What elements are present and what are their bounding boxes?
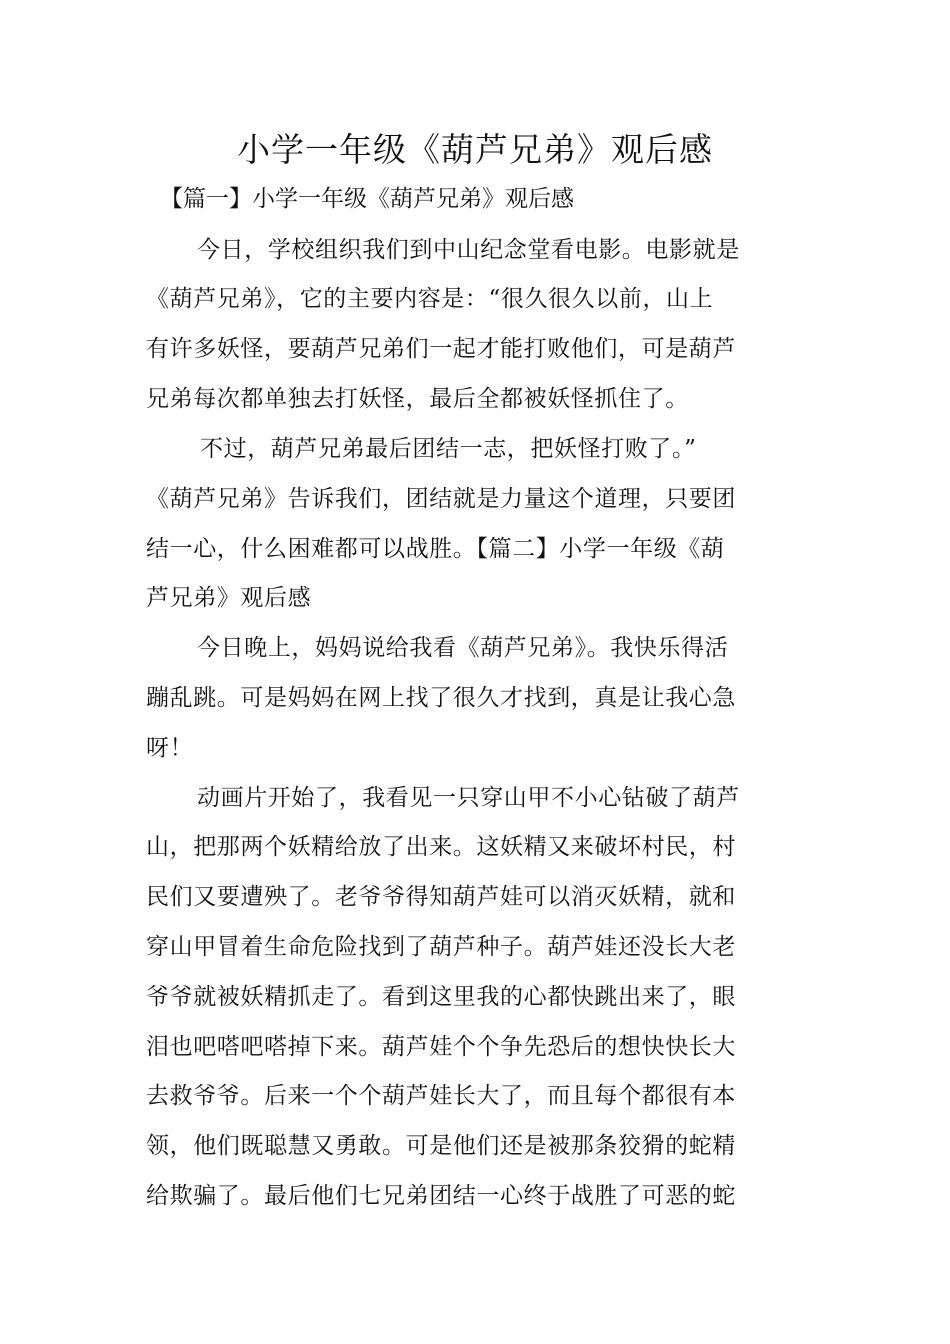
- text-line: 兄弟每次都单独去打妖怪，最后全都被妖怪抓住了。: [146, 386, 689, 412]
- text-line: 给欺骗了。最后他们七兄弟团结一心终于战胜了可恶的蛇: [146, 1183, 736, 1209]
- text-line: 今日，学校组织我们到中山纪念堂看电影。电影就是: [197, 237, 740, 263]
- text-line: 蹦乱跳。可是妈妈在网上找了很久才找到，真是让我心急: [146, 685, 736, 711]
- text-line: 山，把那两个妖精给放了出来。这妖精又来破坏村民，村: [146, 834, 736, 860]
- text-line: 泪也吧嗒吧嗒掉下来。葫芦娃个个争先恐后的想快快长大: [146, 1034, 736, 1060]
- text-line: 领，他们既聪慧又勇敢。可是他们还是被那条狡猾的蛇精: [146, 1133, 736, 1159]
- text-line: 芦兄弟》观后感: [146, 585, 312, 611]
- text-line: 去救爷爷。后来一个个葫芦娃长大了，而且每个都很有本: [146, 1083, 736, 1109]
- text-line: 动画片开始了，我看见一只穿山甲不小心钻破了葫芦: [197, 785, 740, 811]
- text-line: 爷爷就被妖精抓走了。看到这里我的心都快跳出来了，眼: [146, 984, 736, 1010]
- text-line: 《葫芦兄弟》告诉我们，团结就是力量这个道理，只要团: [146, 486, 736, 512]
- text-line: 呀！: [146, 735, 194, 761]
- text-line: 有许多妖怪，要葫芦兄弟们一起才能打败他们，可是葫芦: [146, 336, 736, 362]
- text-line: 不过，葫芦兄弟最后团结一志，把妖怪打败了。”: [200, 436, 697, 462]
- section-heading: 【篇一】小学一年级《葫芦兄弟》观后感: [160, 186, 574, 212]
- text-line: 民们又要遭殃了。老爷爷得知葫芦娃可以消灭妖精，就和: [146, 884, 736, 910]
- text-line: 《葫芦兄弟》，它的主要内容是：“很久很久以前，山上: [146, 286, 714, 312]
- text-line: 今日晚上，妈妈说给我看《葫芦兄弟》。我快乐得活: [197, 635, 729, 661]
- text-line: 结一心，什么困难都可以战胜。【篇二】小学一年级《葫: [146, 536, 725, 562]
- document-title: 小学一年级《葫芦兄弟》观后感: [237, 130, 713, 169]
- text-line: 穿山甲冒着生命危险找到了葫芦种子。葫芦娃还没长大老: [146, 934, 736, 960]
